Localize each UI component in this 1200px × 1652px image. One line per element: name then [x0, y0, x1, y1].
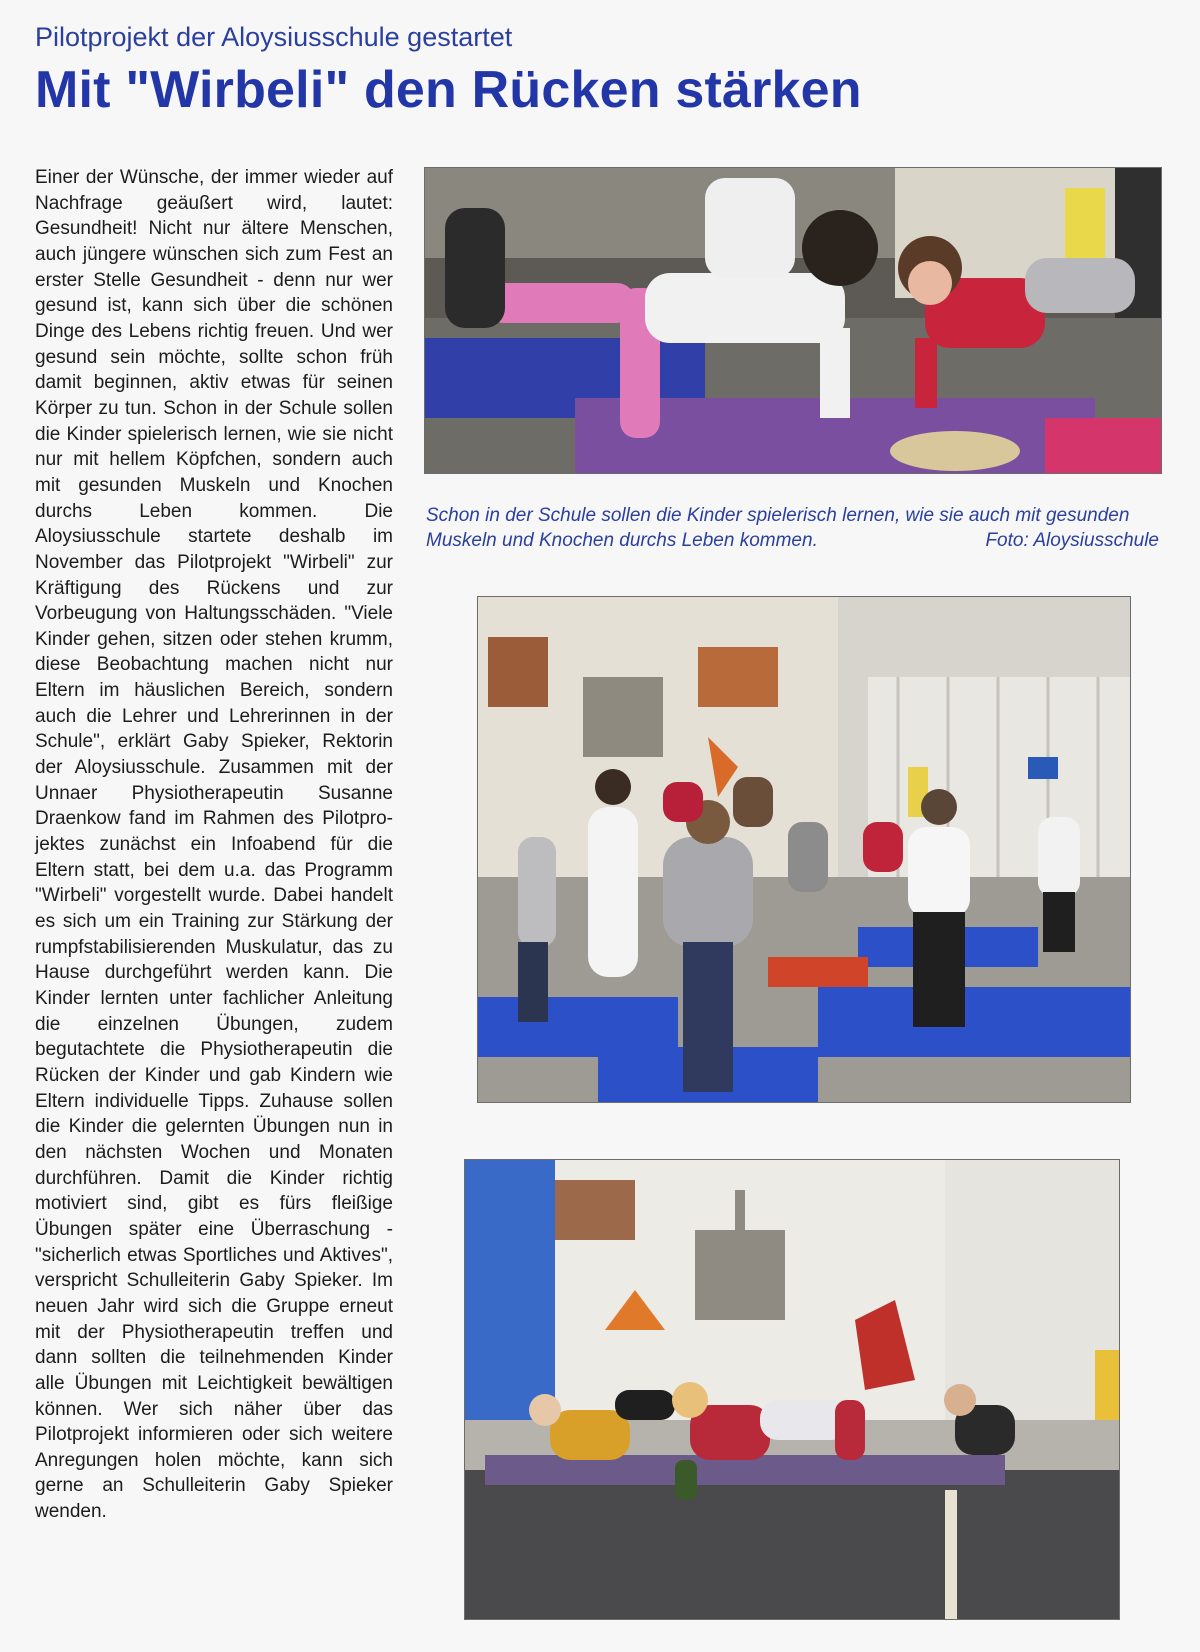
caption-text: Schon in der Schule sollen die Kinder spielerisch lernen, wie sie auch mit gesunden Muskeln und Knochen durchs Leben kommen. [426, 505, 1130, 551]
photo-caption [426, 503, 1159, 553]
photo-children-on-mats [464, 1159, 1120, 1620]
photo-children-exercising [424, 167, 1162, 474]
kicker: Pilotprojekt der Aloysiusschule gestartet [35, 22, 513, 52]
photo-group-exercise-hall [477, 596, 1131, 1103]
headline: Mit "Wirbeli" den Rücken stärken [35, 61, 862, 119]
photo-credit: Foto: Aloysiusschule [985, 530, 1159, 551]
article-body: Einer der Wünsche, der immer wieder auf Nachfrage geäußert wird, lautet: Gesundheit! Nicht nur ältere Menschen, auch jüngere wünschen sich zum Fest an erster Stelle Gesundheit - denn nur wer gesund ist, kann sich über die schönen Dinge des Lebens richtig freuen. Und wer gesund sein möchte, sollte schon früh damit beginnen, aktiv etwas für seinen Körper zu tun. Schon in der Schule sollen die Kinder spielerisch lernen, wie sie nicht nur mit hellem Köpfchen, sondern auch mit gesunden Muskeln und Knochen durchs Leben kommen. Die Aloysiusschule startete deshalb im November das Pilotprojekt "Wirbeli" zur Kräftigung des Rückens und zur Vorbeugung von Haltungsschäden. "Viele Kinder gehen, sitzen oder stehen krumm, diese Beobachtung machen nicht nur Eltern im häuslichen Bereich, sondern auch die Lehrer und Lehrerinnen in der Schule", erklärt Gaby Spieker, Rektorin der Aloysiusschule. Zusammen mit der Unnaer Physiotherapeutin Susanne Draenkow fand im Rahmen des Pilotprojektes zunächst ein Infoabend für die Eltern statt, bei dem u.a. das Programm "Wirbeli" vorgestellt wurde. Dabei handelt es sich um ein Training zur Stärkung der rumpfstabilisierenden Muskulatur, das zu Hause durchgeführt werden kann. Die Kinder lernten unter fachlicher Anleitung die einzelnen Übungen, zudem begutachtete die Physiotherapeutin die Rücken der Kinder und gab Kindern wie Eltern individuelle Tipps. Zuhause sollen die Kinder die gelernten Übungen nun in den nächsten Wochen und Monaten durchführen. Damit die Kinder richtig motiviert sind, gibt es fürs fleißige Übungen später eine Überraschung - "sicherlich etwas Sportliches und Aktives", verspricht Schulleiterin Gaby Spieker. Im neuen Jahr wird sich die Gruppe erneut mit der Physiotherapeutin treffen und dann sollten die teilnehmenden Kinder alle Übungen mit Leichtigkeit bewältigen können. Wer sich näher über das Pilotprojekt informieren oder sich weitere Anregungen holen möchte, kann sich gerne an Schulleiterin Gaby Spieker wenden. [35, 167, 393, 1523]
